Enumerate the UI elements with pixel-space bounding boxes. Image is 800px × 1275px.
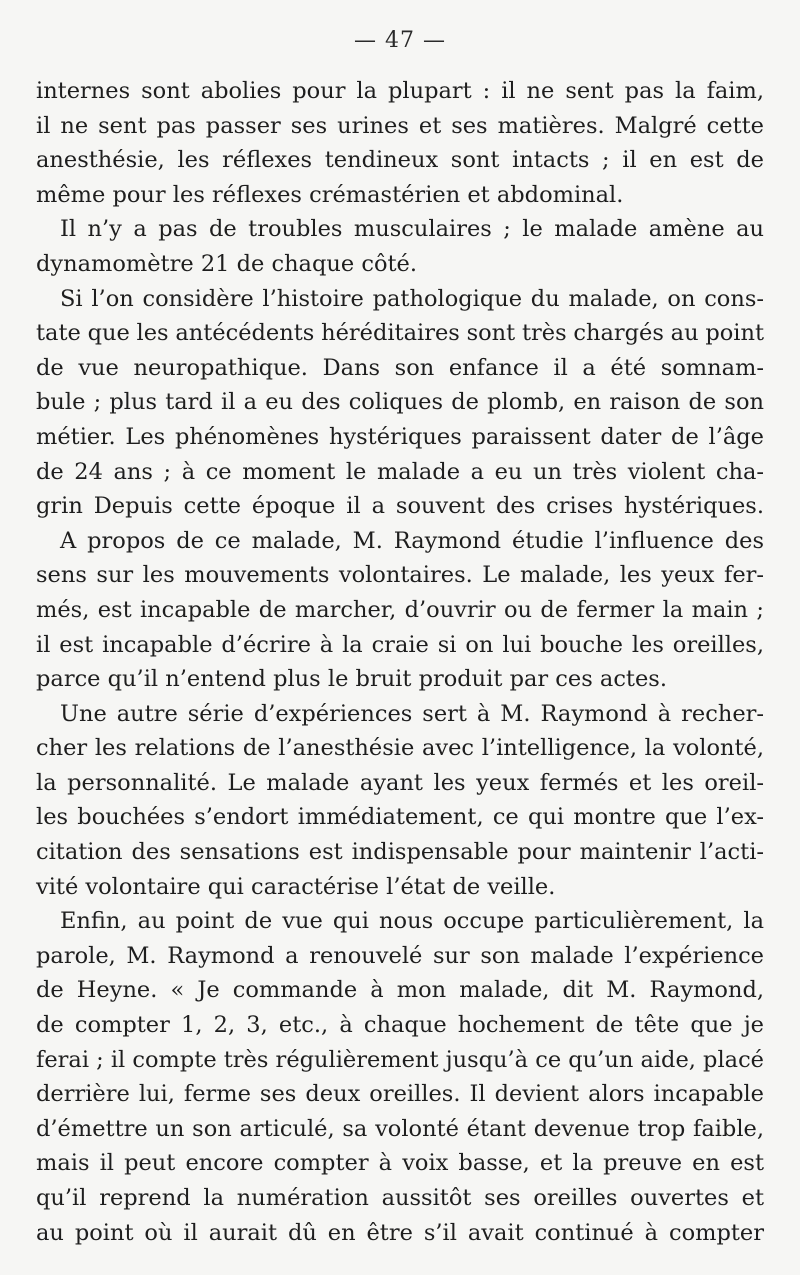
text-line: au point où il aurait dû en être s’il avait continué à compter [36, 1219, 764, 1246]
text-line: parce qu’il n’entend plus le bruit produit par ces actes. [36, 666, 667, 693]
text-line: cher les relations de l’anesthésie avec l’intelligence, la volonté, [36, 735, 764, 762]
text-line: parole, M. Raymond a renouvelé sur son malade l’expérience [36, 942, 764, 969]
text-line: de Heyne. « Je commande à mon malade, dit M. Raymond, [36, 977, 764, 1004]
text-line: Une autre série d’expériences sert à M. Raymond à recher- [60, 700, 764, 727]
text-line: bule ; plus tard il a eu des coliques de plomb, en raison de son [36, 389, 764, 416]
page-number: — 47 — [354, 28, 446, 53]
text-line: més, est incapable de marcher, d’ouvrir ou de fermer la main ; [36, 596, 764, 623]
text-line: la personnalité. Le malade ayant les yeux fermés et les oreil- [36, 769, 764, 796]
text-line: métier. Les phénomènes hystériques paraissent dater de l’âge [36, 423, 764, 450]
text-line: il est incapable d’écrire à la craie si on lui bouche les oreilles, [36, 631, 764, 658]
text-line: vité volontaire qui caractérise l’état de veille. [36, 873, 556, 900]
text-line: de compter 1, 2, 3, etc., à chaque hochement de tête que je [36, 1012, 764, 1039]
text-line: mais il peut encore compter à voix basse, et la preuve en est [36, 1150, 764, 1177]
text-line: Il n’y a pas de troubles musculaires ; le malade amène au [60, 216, 764, 243]
text-line: sens sur les mouvements volontaires. Le malade, les yeux fer- [36, 562, 764, 589]
text-line: même pour les réflexes crémastérien et abdominal. [36, 181, 624, 208]
text-line: tate que les antécédents héréditaires sont très chargés au point [36, 320, 764, 347]
text-line: derrière lui, ferme ses deux oreilles. Il devient alors incapable [36, 1081, 764, 1108]
text-line: de 24 ans ; à ce moment le malade a eu un très violent cha- [36, 458, 764, 485]
text-line: internes sont abolies pour la plupart : il ne sent pas la faim, [36, 78, 764, 104]
text-line: A propos de ce malade, M. Raymond étudie l’influence des [60, 527, 764, 554]
text-line: ferai ; il compte très régulièrement jusqu’à ce qu’un aide, placé [36, 1046, 764, 1073]
text-line: il ne sent pas passer ses urines et ses matières. Malgré cette [36, 112, 764, 139]
body-text [36, 74, 764, 1250]
text-line: anesthésie, les réflexes tendineux sont intacts ; il en est de [36, 147, 764, 174]
text-line: Si l’on considère l’histoire pathologique du malade, on cons- [60, 285, 764, 312]
text-line: de vue neuropathique. Dans son enfance il a été somnam- [36, 354, 764, 381]
text-line: citation des sensations est indispensable pour maintenir l’acti- [36, 839, 764, 866]
text-line: dynamomètre 21 de chaque côté. [36, 250, 417, 277]
text-line: grin Depuis cette époque il a souvent des crises hystériques. [36, 493, 764, 520]
text-line: les bouchées s’endort immédiatement, ce qui montre que l’ex- [36, 804, 764, 831]
text-line: Enfin, au point de vue qui nous occupe particulièrement, la [60, 908, 764, 935]
text-line: d’émettre un son articulé, sa volonté étant devenue trop faible, [36, 1115, 764, 1142]
text-line: qu’il reprend la numération aussitôt ses oreilles ouvertes et [36, 1185, 764, 1211]
